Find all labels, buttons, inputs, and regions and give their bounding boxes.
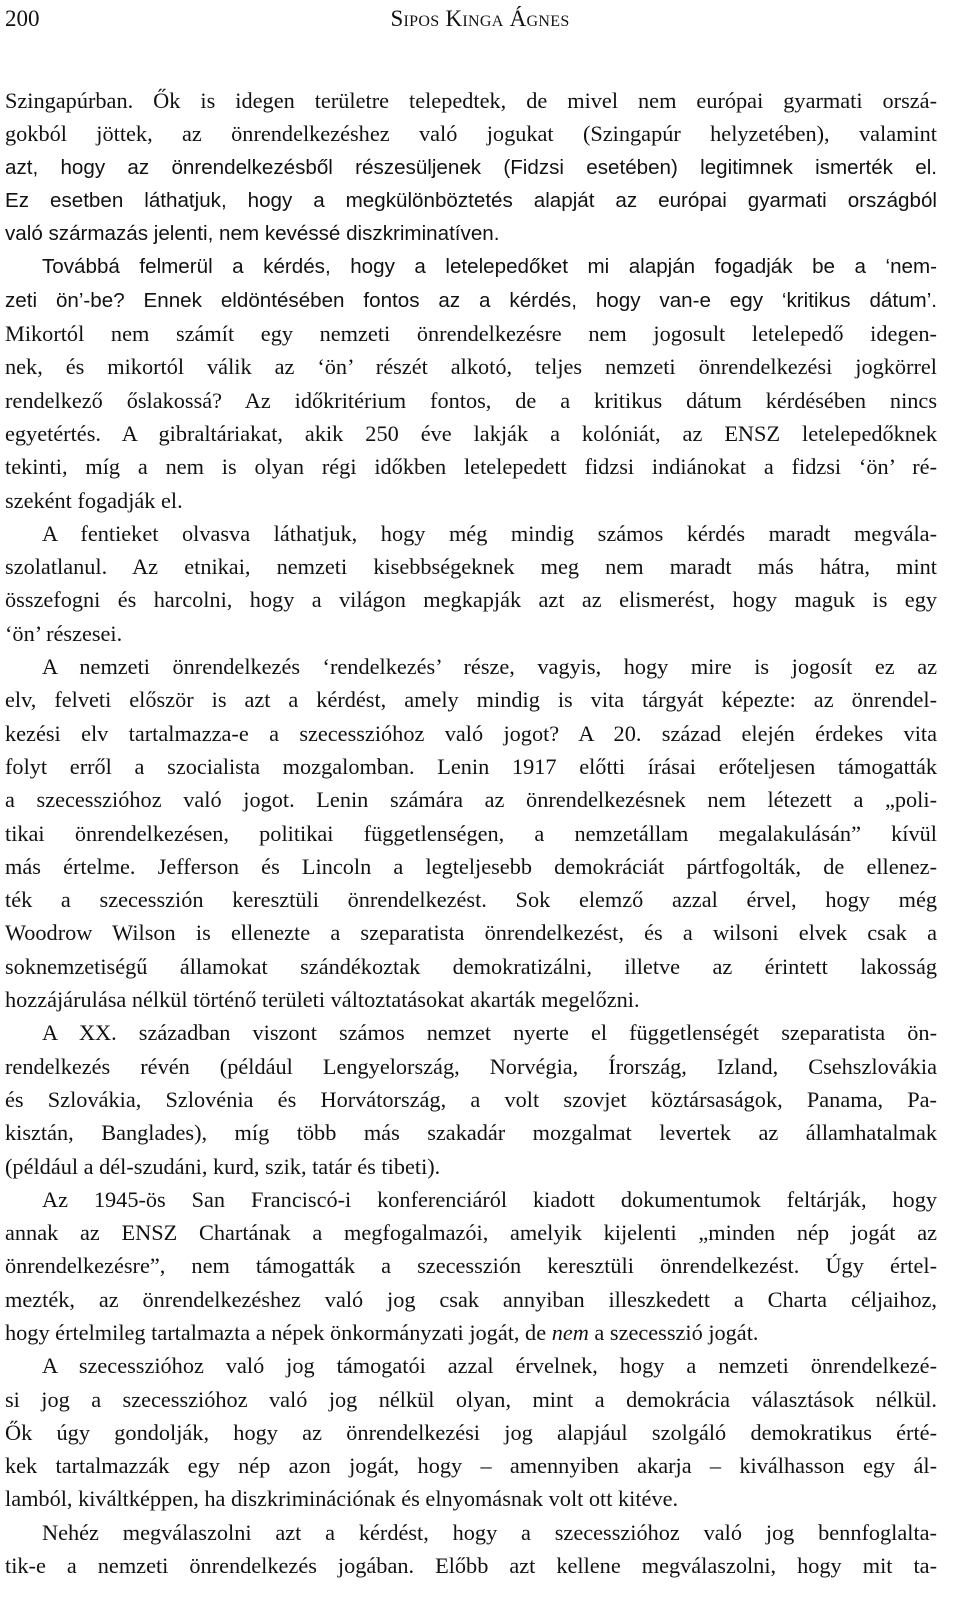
text-line: és Szlovákia, Szlovénia és Horvátország, a volt szovjet köztársaságok, Panama, Pa- [5, 1086, 937, 1112]
text-line: gokból jöttek, az önrendelkezéshez való jogukat (Szingapúr helyzetében), valamint [5, 121, 937, 147]
text-line: A nemzeti önrendelkezés ‘rendelkezés’ része, vagyis, hogy mire is jogosít ez az [42, 654, 937, 680]
text-line [5, 1316, 937, 1349]
text-line: önrendelkezésre”, nem támogatták a szecesszión keresztüli önrendelkezést. Úgy értel- [5, 1253, 937, 1279]
text-line: lamból, kiváltképpen, ha diszkriminációnak és elnyomásnak volt ott kitéve. [5, 1486, 679, 1512]
emphasis-text: nem [551, 1319, 589, 1345]
text-line: ‘ön’ részesei. [5, 620, 123, 646]
text-line: hozzájárulása nélkül történő területi változtatásokat akarták megelőzni. [5, 987, 640, 1013]
text-line: szeként fogadják el. [5, 487, 183, 513]
text-line: A szecesszióhoz való jog támogatói azzal érvelnek, hogy a nemzeti önrendelkezé- [42, 1353, 937, 1379]
text-line: való származás jelenti, nem kevéssé diszkriminatíven. [5, 222, 500, 246]
text-line: kek tartalmazzák egy nép azon jogát, hogy – amennyiben akarja – kiválhasson egy ál- [5, 1453, 937, 1479]
text-line: Nehéz megválaszolni azt a kérdést, hogy a szecesszióhoz való jog bennfoglalta- [42, 1519, 937, 1545]
text-line: rendelkezés révén (például Lengyelország, Norvégia, Írország, Izland, Csehszlovákia [5, 1053, 937, 1079]
text-line: nek, és mikortól válik az ‘ön’ részét alkotó, teljes nemzeti önrendelkezési jogkörrel [5, 354, 937, 380]
text-line: ték a szecesszión keresztüli önrendelkezést. Sok elemző azzal érvel, hogy még [5, 887, 937, 913]
text-line: Továbbá felmerül a kérdés, hogy a letelepedőket mi alapján fogadják be a ‘nem- [42, 255, 937, 279]
text-line: Az 1945-ös San Franciscó-i konferenciáról kiadott dokumentumok feltárják, hogy [42, 1186, 937, 1212]
body-text [5, 84, 937, 1582]
text-line: Ez esetben láthatjuk, hogy a megkülönböztetés alapját az európai gyarmati országból [5, 188, 937, 212]
text-line: elv, felveti először is azt a kérdést, amely mindig is vita tárgyát képezte: az önrendel- [5, 687, 937, 713]
text-line: szolatlanul. Az etnikai, nemzeti kisebbségeknek meg nem maradt más hátra, mint [5, 554, 937, 580]
text-segment: a szecesszió jogát. [588, 1319, 759, 1345]
text-line: kezési elv tartalmazza-e a szecesszióhoz való jogot? A 20. század elején érdekes vita [5, 720, 937, 746]
text-line: azt, hogy az önrendelkezésből részesüljenek (Fidzsi esetében) legitimnek ismerték el. [5, 155, 937, 179]
text-line: összefogni és harcolni, hogy a világon megkapják azt az elismerést, hogy maguk is egy [5, 587, 937, 613]
page-number: 200 [5, 6, 40, 31]
text-line: tikai önrendelkezésen, politikai függetlenségen, a nemzetállam megalakulásán” kívül [5, 820, 937, 846]
text-line: (például a dél-szudáni, kurd, szik, tatár és tibeti). [5, 1153, 441, 1179]
text-line: tik-e a nemzeti önrendelkezés jogában. Előbb azt kellene megválaszolni, hogy mit ta- [5, 1553, 937, 1579]
text-line: annak az ENSZ Chartának a megfogalmazói, amelyik kijelenti „minden nép jogát az [5, 1220, 937, 1246]
text-line: tekinti, míg a nem is olyan régi időkben letelepedett fidzsi indiánokat a fidzsi ‘ön’ ré- [5, 454, 937, 480]
text-line: kisztán, Banglades), míg több más szakadár mozgalmat levertek az államhatalmak [5, 1120, 937, 1146]
text-line: a szecesszióhoz való jogot. Lenin számára az önrendelkezésnek nem létezett a „poli- [5, 787, 937, 813]
text-line: egyetértés. A gibraltáriakat, akik 250 éve lakják a kolóniát, az ENSZ letelepedőknek [5, 420, 937, 446]
text-line: si jog a szecesszióhoz való jog nélkül olyan, mint a demokrácia választások nélkül. [5, 1386, 937, 1412]
text-line: Mikortól nem számít egy nemzeti önrendelkezésre nem jogosult letelepedő idegen- [5, 321, 937, 347]
text-line: más értelme. Jefferson és Lincoln a legteljesebb demokráciát pártfogolták, de ellenez- [5, 853, 937, 879]
text-segment: hogy értelmileg tartalmazta a népek önkormányzati jogát, de [5, 1319, 552, 1345]
text-line: Ők úgy gondolják, hogy az önrendelkezési jog alapjául szolgáló demokratikus érté- [5, 1419, 937, 1445]
text-line: zeti ön’-be? Ennek eldöntésében fontos az a kérdés, hogy van-e egy ‘kritikus dátum’. [5, 288, 937, 312]
text-line: A fentieket olvasva láthatjuk, hogy még mindig számos kérdés maradt megvála- [42, 520, 937, 546]
text-line: folyt erről a szocialista mozgalomban. Lenin 1917 előtti írásai erőteljesen támogatták [5, 753, 937, 779]
text-line: Woodrow Wilson is ellenezte a szeparatista önrendelkezést, és a wilsoni elvek csak a [5, 920, 937, 946]
text-line: soknemzetiségű államokat szándékoztak demokratizálni, illetve az érintett lakosság [5, 953, 937, 979]
running-head-author: Sipos Kinga Ágnes [390, 6, 570, 31]
running-header [5, 6, 955, 38]
text-line: mezték, az önrendelkezéshez való jog csak annyiban illeszkedett a Charta céljaihoz, [5, 1286, 937, 1312]
text-line: A XX. században viszont számos nemzet nyerte el függetlenségét szeparatista ön- [42, 1020, 937, 1046]
text-line: rendelkező őslakossá? Az időkritérium fontos, de a kritikus dátum kérdésében nincs [5, 387, 937, 413]
text-line: Szingapúrban. Ők is idegen területre telepedtek, de mivel nem európai gyarmati orszá- [5, 88, 937, 113]
